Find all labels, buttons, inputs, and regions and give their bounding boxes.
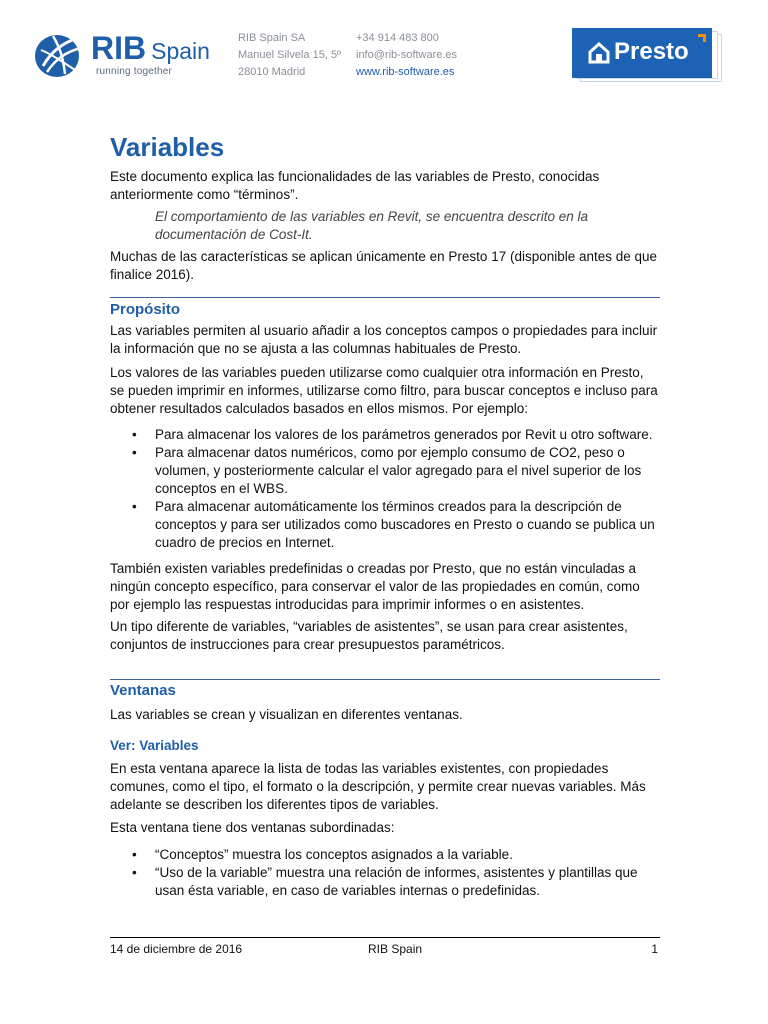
presto-corner-mark	[698, 34, 706, 42]
section-divider	[110, 679, 660, 680]
list-item: • Para almacenar datos numéricos, como por ejemplo consumo de CO2, peso o volumen, y posteriormente calcular el valor agregado para el nivel superior de los conceptos en el WBS.	[132, 445, 642, 496]
intro-quote: El comportamiento de las variables en Revit, se encuentra descrito en la documentación de Cost-It.	[155, 209, 588, 242]
ventanas-paragraph-2: En esta ventana aparece la lista de todas las variables existentes, con propiedades comunes, como el tipo, el formato o la descripción, y permite crear nuevas variables. Más adelante se describen los diferentes tipos de variables.	[110, 761, 646, 812]
contact-email[interactable]: info@rib-software.es	[356, 49, 458, 61]
page-title: Variables	[110, 132, 225, 162]
intro-paragraph-1: Este documento explica las funcionalidades de las variables de Presto, conocidas anteriormente como “términos”.	[110, 169, 600, 202]
company-street: Manuel Silvela 15, 5º	[238, 49, 342, 61]
footer-page-number: 1	[651, 942, 658, 956]
proposito-paragraph-1: Las variables permiten al usuario añadir a los conceptos campos o propiedades para incluir la información que no se ajusta a las columnas habituales de Presto.	[110, 323, 658, 356]
proposito-paragraph-3: También existen variables predefinidas o creadas por Presto, que no están vinculadas a ningún concepto específico, para conservar el valor de las propiedades en común, como por ejemplo las respuestas introducidas para imprimir informes o en asistentes.	[110, 561, 640, 612]
presto-logo	[572, 28, 722, 80]
section-divider	[110, 297, 660, 298]
subsection-heading-ver-variables: Ver: Variables	[110, 738, 199, 753]
rib-globe-icon	[33, 30, 85, 78]
proposito-body	[110, 322, 660, 654]
rib-wordmark: RIB Spain	[91, 30, 210, 66]
section-ventanas	[110, 681, 660, 701]
company-contact	[356, 30, 457, 81]
intro-section	[110, 168, 660, 204]
proposito-bullet-list	[110, 426, 660, 552]
list-item: • Para almacenar los valores de los parámetros generados por Revit u otro software.	[132, 427, 653, 442]
company-name: RIB Spain SA	[238, 32, 306, 44]
rib-tagline: running together	[96, 66, 173, 77]
list-item: • Para almacenar automáticamente los términos creados para la descripción de conceptos y para ser utilizados como buscadores en Presto o cuando se publica un cuadro de precios en Internet.	[132, 499, 655, 550]
section-heading-ventanas: Ventanas	[110, 682, 176, 699]
ventanas-paragraph-3: Esta ventana tiene dos ventanas subordinadas:	[110, 820, 395, 835]
footer-company: RIB Spain	[368, 942, 423, 956]
list-item: • “Conceptos” muestra los conceptos asignados a la variable.	[132, 847, 513, 862]
section-proposito	[110, 300, 660, 320]
ventanas-bullet-list	[110, 846, 660, 900]
contact-phone: +34 914 483 800	[356, 32, 439, 44]
company-address	[238, 30, 341, 81]
proposito-paragraph-2: Los valores de las variables pueden utilizarse como cualquier otra información en Presto, se pueden imprimir en informes, utilizarse como filtro, para buscar conceptos e incluso para obtener resultados calculados basados en ellos mismos. Por ejemplo:	[110, 365, 658, 416]
intro-paragraph-2: Muchas de las características se aplican únicamente en Presto 17 (disponible antes de que finalice 2016).	[110, 249, 658, 282]
footer-divider	[110, 937, 660, 938]
page-footer	[110, 940, 660, 960]
house-icon	[588, 42, 610, 64]
list-item: • “Uso de la variable” muestra una relación de informes, asistentes y plantillas que usan ésta variable, en caso de variables internas o predefinidas.	[132, 865, 638, 898]
intro-section-2	[110, 248, 660, 284]
presto-wordmark: Presto	[614, 38, 689, 65]
footer-date: 14 de diciembre de 2016	[110, 942, 243, 956]
proposito-paragraph-4: Un tipo diferente de variables, “variables de asistentes”, se usan para crear asistentes, conjuntos de instrucciones para crear presupuestos paramétricos.	[110, 619, 628, 652]
contact-web-link[interactable]: www.rib-software.es	[356, 66, 455, 78]
rib-spain-logo	[33, 28, 223, 78]
ventanas-body	[110, 706, 660, 900]
section-heading-proposito: Propósito	[110, 301, 180, 318]
intro-note	[155, 208, 645, 244]
ventanas-paragraph-1: Las variables se crean y visualizan en diferentes ventanas.	[110, 707, 463, 722]
company-city: 28010 Madrid	[238, 66, 306, 78]
